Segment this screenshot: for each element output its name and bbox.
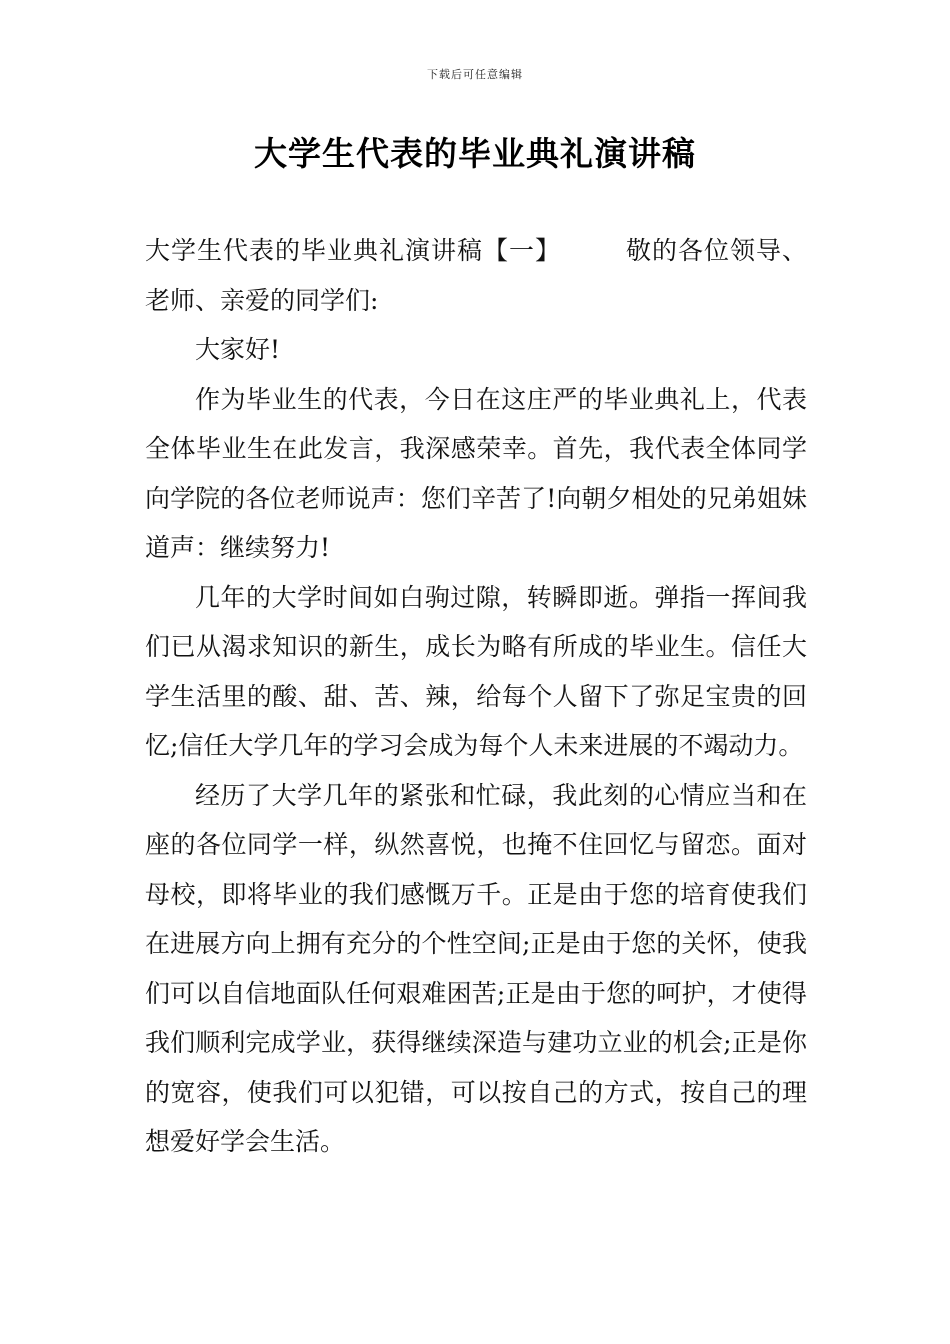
document-body <box>145 226 807 1167</box>
document-title: 大学生代表的毕业典礼演讲稿 <box>254 134 696 173</box>
paragraph-2: 几年的大学时间如白驹过隙，转瞬即逝。弹指一挥间我们已从渴求知识的新生，成长为略有所成的毕业生。信任大学生活里的酸、甜、苦、辣，给每个人留下了弥足宝贵的回忆;信任大学几年的学习会成为每个人未来进展的不竭动力。 <box>145 582 807 760</box>
header-note: 下载后可任意编辑 <box>427 68 523 81</box>
paragraph-3: 经历了大学几年的紧张和忙碌，我此刻的心情应当和在座的各位同学一样，纵然喜悦，也掩不住回忆与留恋。面对母校，即将毕业的我们感慨万千。正是由于您的培育使我们在进展方向上拥有充分的个性空间;正是由于您的关怀，使我们可以自信地面队任何艰难困苦;正是由于您的呵护，才使得我们顺利完成学业，获得继续深造与建功立业的机会;正是你的宽容，使我们可以犯错，可以按自己的方式，按自己的理想爱好学会生活。 <box>145 780 807 1156</box>
salutation: 敬的各位领导、老师、亲爱的同学们: <box>145 236 807 315</box>
paragraph-1: 作为毕业生的代表，今日在这庄严的毕业典礼上，代表全体毕业生在此发言，我深感荣幸。首先，我代表全体同学向学院的各位老师说声：您们辛苦了!向朝夕相处的兄弟姐妹道声：继续努力! <box>145 384 807 562</box>
paragraph-greeting: 大家好! <box>195 335 281 364</box>
lead-paragraph <box>145 226 807 325</box>
section-label: 大学生代表的毕业典礼演讲稿【一】 <box>145 236 561 265</box>
